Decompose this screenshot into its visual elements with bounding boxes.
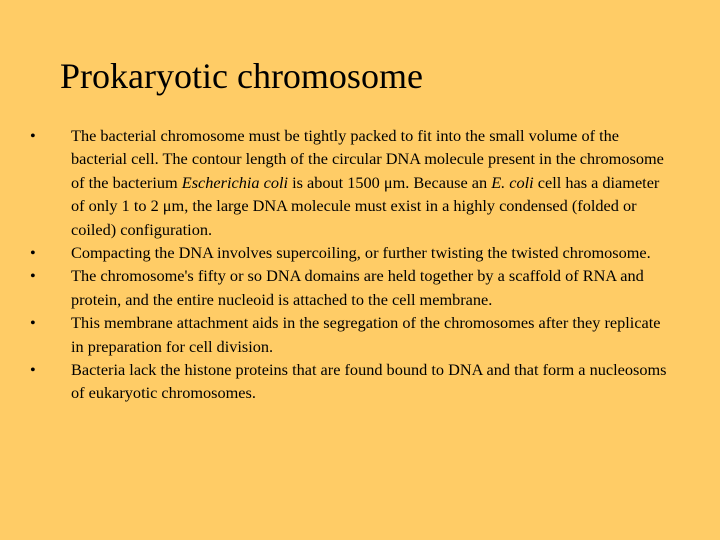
bullet-item	[28, 311, 668, 358]
bullet-item	[28, 241, 668, 264]
bullet-text	[71, 124, 668, 241]
bullet-dot: •	[30, 243, 36, 263]
bullet-list	[28, 124, 668, 405]
bullet-text-part: cell has a diameter of only 1 to 2 μm, the large DNA molecule must exist in a highly condensed (folded or coiled) configuration.	[71, 172, 660, 239]
slide-title: Prokaryotic chromosome	[60, 56, 423, 96]
bullet-dot: •	[30, 360, 36, 380]
bullet-text: Bacteria lack the histone proteins that are found bound to DNA and that form a nucleosoms of eukaryotic chromosomes.	[71, 360, 667, 403]
bullet-item	[28, 358, 668, 405]
bullet-dot: •	[30, 266, 36, 286]
bullet-text: The chromosome's fifty or so DNA domains are held together by a scaffold of RNA and protein, and the entire nucleoid is attached to the cell membrane.	[71, 266, 644, 309]
species-abbrev: E. coli	[491, 172, 534, 192]
bullet-text-part: is about 1500 μm. Because an	[288, 172, 492, 192]
bullet-dot: •	[30, 126, 36, 145]
species-name: Escherichia coli	[181, 172, 289, 192]
bullet-item	[28, 124, 668, 241]
bullet-text-part: The bacterial chromosome must be tightly packed to fit into the small volume of the bacterial cell. The contour length of the circular DNA molecule present in the chromosome of the bacterium	[71, 126, 664, 192]
bullet-item	[28, 264, 668, 311]
bullet-dot: •	[30, 313, 36, 333]
bullet-text: Compacting the DNA involves supercoiling, or further twisting the twisted chromosome.	[71, 243, 651, 263]
bullet-text: This membrane attachment aids in the segregation of the chromosomes after they replicate in preparation for cell division.	[71, 313, 661, 356]
